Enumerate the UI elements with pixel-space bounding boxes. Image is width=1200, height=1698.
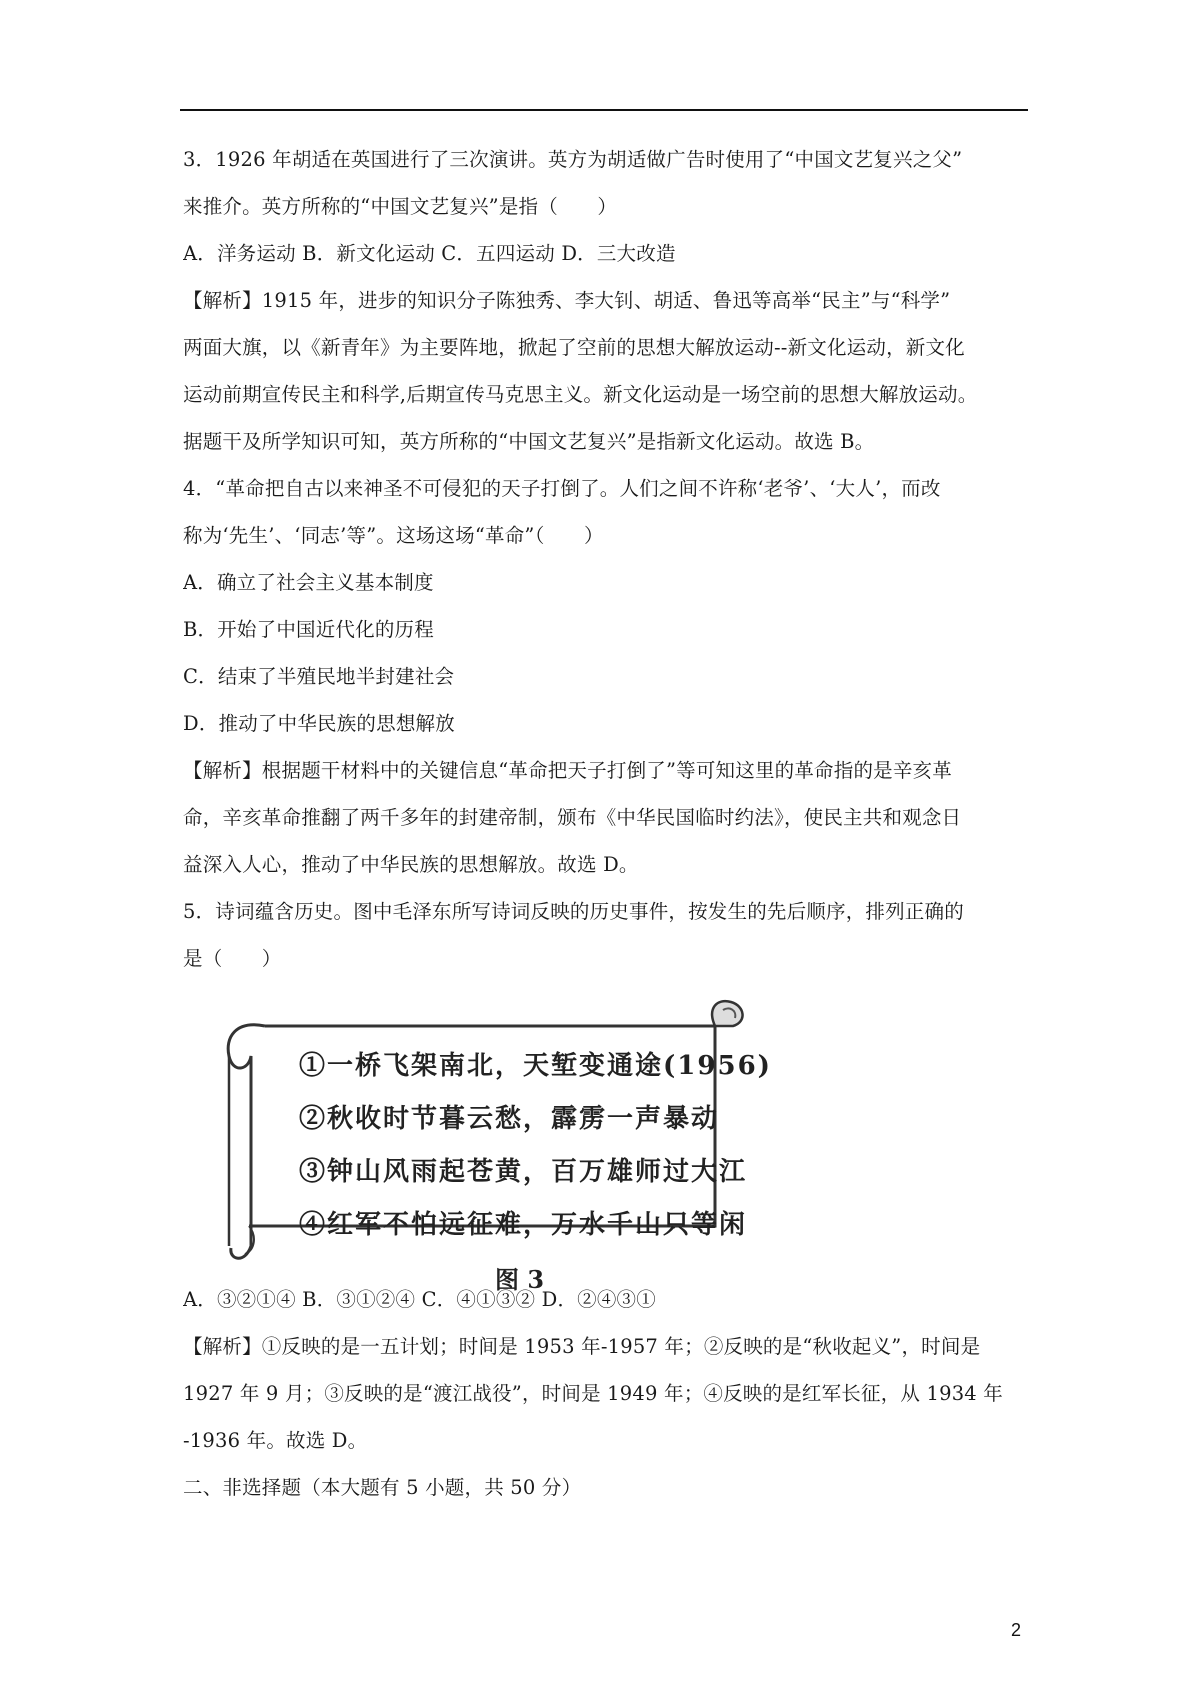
- q4-option-d: D．推动了中华民族的思想解放: [183, 712, 455, 735]
- q5-analysis-line2: 1927 年 9 月；③反映的是“渡江战役”，时间是 1949 年；④反映的是红军长征，从 1934 年: [183, 1382, 1004, 1405]
- q4-analysis-line2: 命，辛亥革命推翻了两千多年的封建帝制，颁布《中华民国临时约法》，使民主共和观念日: [183, 806, 962, 829]
- q3-options: A．洋务运动 B．新文化运动 C．五四运动 D．三大改造: [183, 242, 676, 265]
- q4-stem-line2: 称为‘先生’、‘同志’等”。这场这场“革命”（ ）: [183, 524, 604, 547]
- q4-analysis-line3: 益深入人心，推动了中华民族的思想解放。故选 D。: [183, 853, 639, 876]
- q3-stem-line2: 来推介。英方所称的“中国文艺复兴”是指（ ）: [183, 195, 618, 218]
- page-content: [183, 148, 1028, 1523]
- poem-scroll-figure: [215, 998, 775, 1294]
- q4-stem-line1: 4．“革命把自古以来神圣不可侵犯的天子打倒了。人们之间不许称‘老爷’、‘大人’，而改: [183, 477, 941, 500]
- q4-option-b: B．开始了中国近代化的历程: [183, 618, 434, 641]
- q3-analysis-line3: 运动前期宣传民主和科学,后期宣传马克思主义。新文化运动是一场空前的思想大解放运动。: [183, 383, 978, 406]
- header-rule: [180, 109, 1028, 111]
- page-number: 2: [1011, 1620, 1022, 1640]
- q3-analysis-line4: 据题干及所学知识可知，英方所称的“中国文艺复兴”是指新文化运动。故选 B。: [183, 430, 875, 453]
- q5-stem-line1: 5．诗词蕴含历史。图中毛泽东所写诗词反映的历史事件，按发生的先后顺序，排列正确的: [183, 900, 964, 923]
- figure-caption: 图 3: [495, 1265, 545, 1294]
- q3-stem-line1: 3．1926 年胡适在英国进行了三次演讲。英方为胡适做广告时使用了“中国文艺复兴之父”: [183, 148, 963, 171]
- poem-line-2: ②秋收时节暮云愁，霹雳一声暴动: [299, 1104, 720, 1134]
- q5-analysis-line1: 【解析】①反映的是一五计划；时间是 1953 年-1957 年；②反映的是“秋收起义”，时间是: [183, 1335, 981, 1358]
- poem-line-4: ④红军不怕远征难，万水千山只等闲: [299, 1210, 748, 1240]
- q5-analysis-line3: -1936 年。故选 D。: [183, 1429, 368, 1452]
- section-two-heading: 二、非选择题（本大题有 5 小题，共 50 分）: [183, 1476, 582, 1499]
- q4-analysis-line1: 【解析】根据题干材料中的关键信息“革命把天子打倒了”等可知这里的革命指的是辛亥革: [183, 759, 952, 782]
- q5-options: A．③②①④ B．③①②④ C．④①③② D．②④③①: [183, 1288, 656, 1311]
- poem-line-3: ③钟山风雨起苍黄，百万雄师过大江: [299, 1157, 748, 1187]
- q5-stem-line2: 是（ ）: [183, 947, 282, 970]
- poem-line-1: ①一桥飞架南北，天堑变通途(1956): [299, 1051, 772, 1081]
- q4-option-a: A．确立了社会主义基本制度: [183, 571, 434, 594]
- scroll-illustration: [215, 998, 775, 1288]
- q3-analysis-line1: 【解析】1915 年，进步的知识分子陈独秀、李大钊、胡适、鲁迅等高举“民主”与“科学”: [183, 289, 951, 312]
- q3-analysis-line2: 两面大旗，以《新青年》为主要阵地，掀起了空前的思想大解放运动--新文化运动，新文化: [183, 336, 965, 359]
- q4-option-c: C．结束了半殖民地半封建社会: [183, 665, 455, 688]
